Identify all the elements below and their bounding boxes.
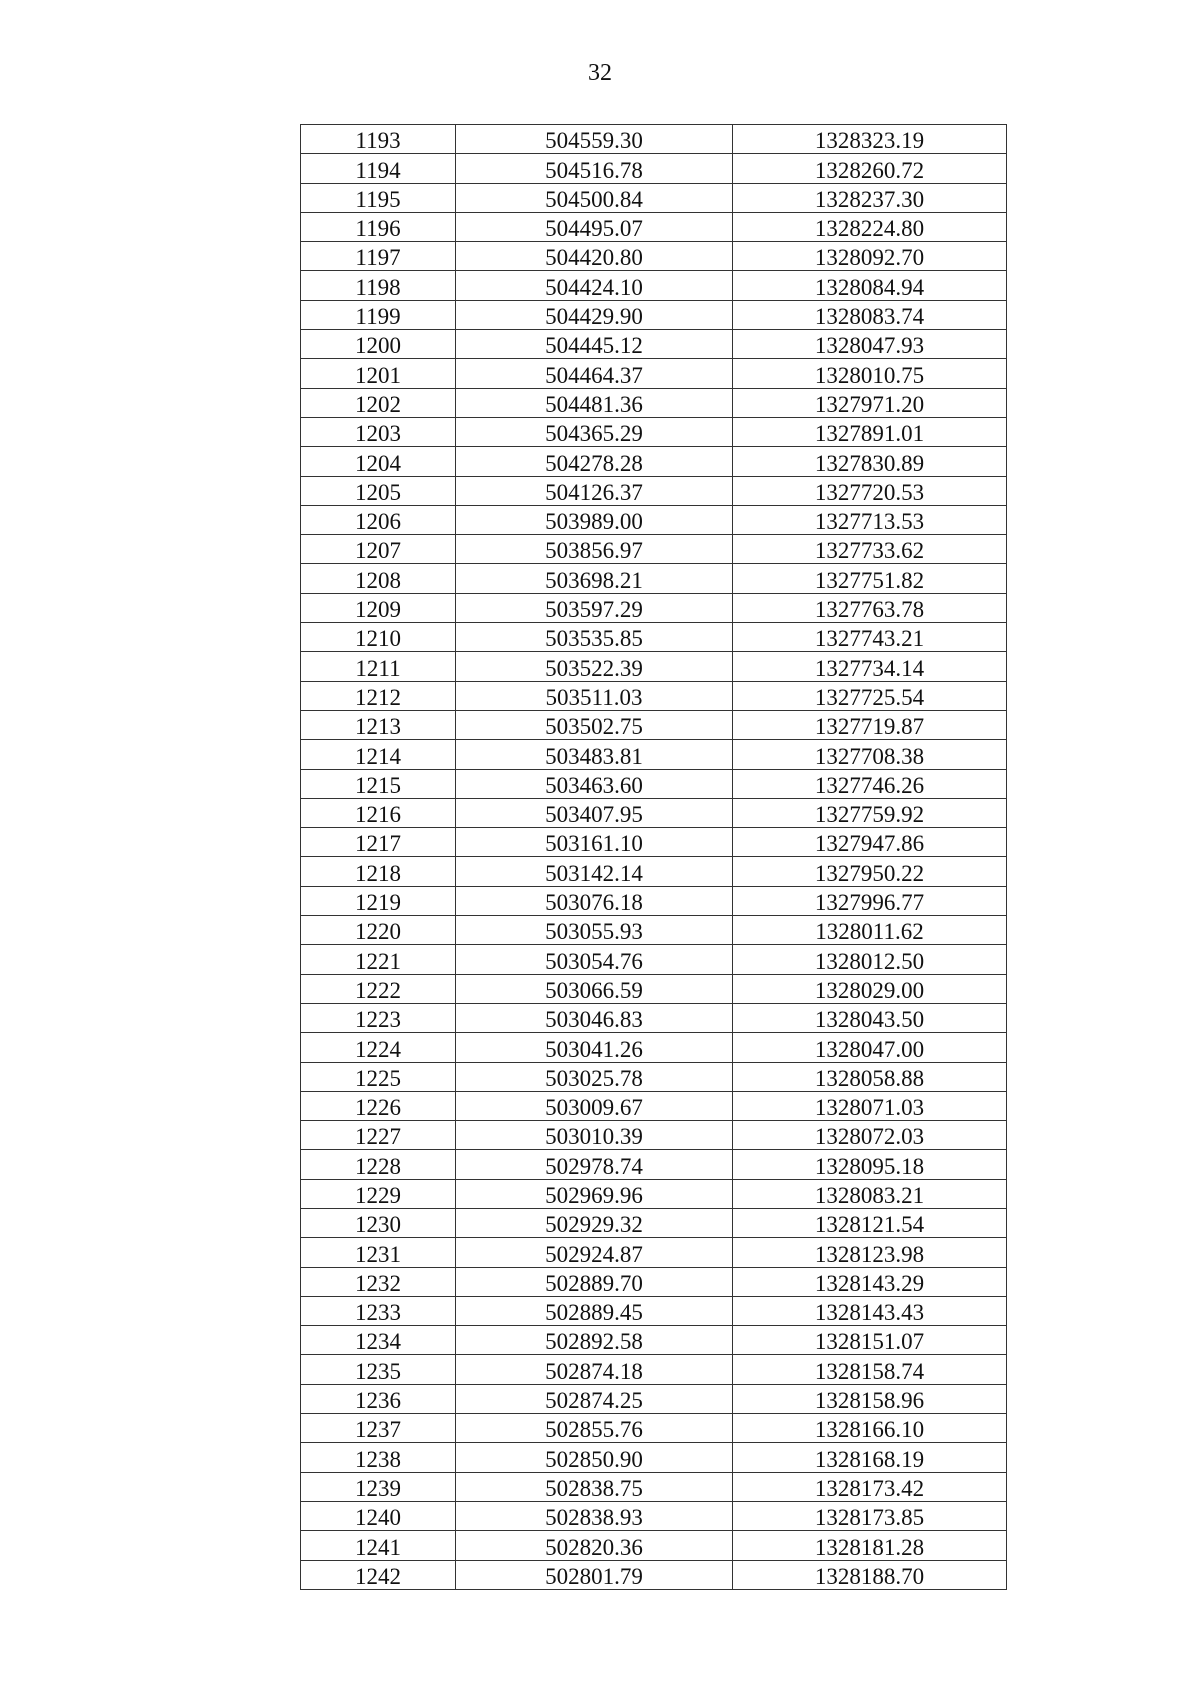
x-coordinate-cell: 502924.87 [456, 1238, 733, 1267]
point-number-cell: 1205 [301, 476, 456, 505]
table-row [301, 1267, 1007, 1296]
table-row [301, 1033, 1007, 1062]
point-number-cell: 1225 [301, 1062, 456, 1091]
y-coordinate-cell: 1327733.62 [733, 535, 1007, 564]
x-coordinate-cell: 503066.59 [456, 974, 733, 1003]
table-row [301, 1414, 1007, 1443]
point-number-cell: 1196 [301, 212, 456, 241]
table-row [301, 886, 1007, 915]
x-coordinate-cell: 504516.78 [456, 154, 733, 183]
x-coordinate-cell: 502889.45 [456, 1296, 733, 1325]
y-coordinate-cell: 1327947.86 [733, 828, 1007, 857]
x-coordinate-cell: 504278.28 [456, 447, 733, 476]
y-coordinate-cell: 1328084.94 [733, 271, 1007, 300]
point-number-cell: 1216 [301, 798, 456, 827]
point-number-cell: 1197 [301, 242, 456, 271]
point-number-cell: 1210 [301, 623, 456, 652]
table-row [301, 505, 1007, 534]
table-row [301, 1560, 1007, 1589]
point-number-cell: 1194 [301, 154, 456, 183]
x-coordinate-cell: 504126.37 [456, 476, 733, 505]
x-coordinate-cell: 502874.18 [456, 1355, 733, 1384]
point-number-cell: 1240 [301, 1501, 456, 1530]
coordinates-table [300, 124, 1007, 1590]
point-number-cell: 1199 [301, 300, 456, 329]
y-coordinate-cell: 1328158.96 [733, 1384, 1007, 1413]
point-number-cell: 1221 [301, 945, 456, 974]
point-number-cell: 1212 [301, 681, 456, 710]
x-coordinate-cell: 503046.83 [456, 1003, 733, 1032]
y-coordinate-cell: 1327763.78 [733, 593, 1007, 622]
point-number-cell: 1201 [301, 359, 456, 388]
point-number-cell: 1229 [301, 1179, 456, 1208]
table-row [301, 212, 1007, 241]
point-number-cell: 1222 [301, 974, 456, 1003]
table-row [301, 330, 1007, 359]
y-coordinate-cell: 1328224.80 [733, 212, 1007, 241]
point-number-cell: 1213 [301, 710, 456, 739]
point-number-cell: 1193 [301, 125, 456, 154]
x-coordinate-cell: 504365.29 [456, 417, 733, 446]
table-row [301, 1296, 1007, 1325]
y-coordinate-cell: 1328121.54 [733, 1208, 1007, 1237]
table-row [301, 945, 1007, 974]
x-coordinate-cell: 502892.58 [456, 1326, 733, 1355]
table-row [301, 535, 1007, 564]
y-coordinate-cell: 1328047.00 [733, 1033, 1007, 1062]
y-coordinate-cell: 1327950.22 [733, 857, 1007, 886]
y-coordinate-cell: 1327830.89 [733, 447, 1007, 476]
point-number-cell: 1238 [301, 1443, 456, 1472]
y-coordinate-cell: 1328173.85 [733, 1501, 1007, 1530]
x-coordinate-cell: 502838.75 [456, 1472, 733, 1501]
x-coordinate-cell: 504429.90 [456, 300, 733, 329]
x-coordinate-cell: 503142.14 [456, 857, 733, 886]
point-number-cell: 1203 [301, 417, 456, 446]
table-row [301, 1326, 1007, 1355]
table-row [301, 1501, 1007, 1530]
x-coordinate-cell: 504424.10 [456, 271, 733, 300]
x-coordinate-cell: 504500.84 [456, 183, 733, 212]
x-coordinate-cell: 502838.93 [456, 1501, 733, 1530]
table-row [301, 798, 1007, 827]
x-coordinate-cell: 502801.79 [456, 1560, 733, 1589]
y-coordinate-cell: 1328058.88 [733, 1062, 1007, 1091]
y-coordinate-cell: 1328029.00 [733, 974, 1007, 1003]
x-coordinate-cell: 503055.93 [456, 916, 733, 945]
y-coordinate-cell: 1328043.50 [733, 1003, 1007, 1032]
x-coordinate-cell: 502820.36 [456, 1531, 733, 1560]
table-row [301, 476, 1007, 505]
y-coordinate-cell: 1328072.03 [733, 1121, 1007, 1150]
x-coordinate-cell: 502850.90 [456, 1443, 733, 1472]
y-coordinate-cell: 1328188.70 [733, 1560, 1007, 1589]
y-coordinate-cell: 1328237.30 [733, 183, 1007, 212]
x-coordinate-cell: 504464.37 [456, 359, 733, 388]
table-row [301, 125, 1007, 154]
x-coordinate-cell: 503856.97 [456, 535, 733, 564]
y-coordinate-cell: 1327891.01 [733, 417, 1007, 446]
point-number-cell: 1239 [301, 1472, 456, 1501]
y-coordinate-cell: 1328092.70 [733, 242, 1007, 271]
table-row [301, 681, 1007, 710]
table-row [301, 710, 1007, 739]
x-coordinate-cell: 503041.26 [456, 1033, 733, 1062]
point-number-cell: 1237 [301, 1414, 456, 1443]
x-coordinate-cell: 503989.00 [456, 505, 733, 534]
table-row [301, 857, 1007, 886]
y-coordinate-cell: 1328083.21 [733, 1179, 1007, 1208]
table-row [301, 242, 1007, 271]
table-row [301, 828, 1007, 857]
table-row [301, 769, 1007, 798]
table-row [301, 1531, 1007, 1560]
point-number-cell: 1224 [301, 1033, 456, 1062]
x-coordinate-cell: 503511.03 [456, 681, 733, 710]
table-row [301, 300, 1007, 329]
x-coordinate-cell: 503535.85 [456, 623, 733, 652]
x-coordinate-cell: 502978.74 [456, 1150, 733, 1179]
y-coordinate-cell: 1328181.28 [733, 1531, 1007, 1560]
table-row [301, 1179, 1007, 1208]
table-row [301, 417, 1007, 446]
point-number-cell: 1209 [301, 593, 456, 622]
x-coordinate-cell: 503076.18 [456, 886, 733, 915]
x-coordinate-cell: 502889.70 [456, 1267, 733, 1296]
table-row [301, 183, 1007, 212]
x-coordinate-cell: 504420.80 [456, 242, 733, 271]
y-coordinate-cell: 1327746.26 [733, 769, 1007, 798]
x-coordinate-cell: 503407.95 [456, 798, 733, 827]
y-coordinate-cell: 1328011.62 [733, 916, 1007, 945]
point-number-cell: 1218 [301, 857, 456, 886]
y-coordinate-cell: 1328143.43 [733, 1296, 1007, 1325]
point-number-cell: 1220 [301, 916, 456, 945]
y-coordinate-cell: 1328173.42 [733, 1472, 1007, 1501]
point-number-cell: 1231 [301, 1238, 456, 1267]
point-number-cell: 1235 [301, 1355, 456, 1384]
table-row [301, 1003, 1007, 1032]
point-number-cell: 1234 [301, 1326, 456, 1355]
point-number-cell: 1215 [301, 769, 456, 798]
y-coordinate-cell: 1327725.54 [733, 681, 1007, 710]
y-coordinate-cell: 1327734.14 [733, 652, 1007, 681]
x-coordinate-cell: 503502.75 [456, 710, 733, 739]
point-number-cell: 1241 [301, 1531, 456, 1560]
y-coordinate-cell: 1327971.20 [733, 388, 1007, 417]
point-number-cell: 1217 [301, 828, 456, 857]
y-coordinate-cell: 1328071.03 [733, 1091, 1007, 1120]
y-coordinate-cell: 1327713.53 [733, 505, 1007, 534]
x-coordinate-cell: 503483.81 [456, 740, 733, 769]
table-row [301, 740, 1007, 769]
point-number-cell: 1223 [301, 1003, 456, 1032]
y-coordinate-cell: 1328010.75 [733, 359, 1007, 388]
x-coordinate-cell: 503463.60 [456, 769, 733, 798]
y-coordinate-cell: 1327743.21 [733, 623, 1007, 652]
y-coordinate-cell: 1327996.77 [733, 886, 1007, 915]
point-number-cell: 1214 [301, 740, 456, 769]
x-coordinate-cell: 504559.30 [456, 125, 733, 154]
x-coordinate-cell: 503522.39 [456, 652, 733, 681]
point-number-cell: 1236 [301, 1384, 456, 1413]
table-row [301, 154, 1007, 183]
x-coordinate-cell: 503698.21 [456, 564, 733, 593]
x-coordinate-cell: 504445.12 [456, 330, 733, 359]
y-coordinate-cell: 1328012.50 [733, 945, 1007, 974]
table-row [301, 271, 1007, 300]
x-coordinate-cell: 502929.32 [456, 1208, 733, 1237]
y-coordinate-cell: 1328166.10 [733, 1414, 1007, 1443]
point-number-cell: 1202 [301, 388, 456, 417]
point-number-cell: 1198 [301, 271, 456, 300]
table-row [301, 974, 1007, 1003]
point-number-cell: 1230 [301, 1208, 456, 1237]
table-row [301, 1150, 1007, 1179]
y-coordinate-cell: 1328083.74 [733, 300, 1007, 329]
x-coordinate-cell: 504495.07 [456, 212, 733, 241]
table-row [301, 652, 1007, 681]
x-coordinate-cell: 502874.25 [456, 1384, 733, 1413]
table-row [301, 388, 1007, 417]
point-number-cell: 1227 [301, 1121, 456, 1150]
x-coordinate-cell: 503161.10 [456, 828, 733, 857]
table-row [301, 1355, 1007, 1384]
table-row [301, 1121, 1007, 1150]
point-number-cell: 1211 [301, 652, 456, 681]
table-row [301, 593, 1007, 622]
point-number-cell: 1233 [301, 1296, 456, 1325]
point-number-cell: 1226 [301, 1091, 456, 1120]
x-coordinate-cell: 503025.78 [456, 1062, 733, 1091]
y-coordinate-cell: 1328158.74 [733, 1355, 1007, 1384]
table-row [301, 1062, 1007, 1091]
table-row [301, 1384, 1007, 1413]
x-coordinate-cell: 502969.96 [456, 1179, 733, 1208]
y-coordinate-cell: 1327751.82 [733, 564, 1007, 593]
table-row [301, 1472, 1007, 1501]
y-coordinate-cell: 1328047.93 [733, 330, 1007, 359]
point-number-cell: 1206 [301, 505, 456, 534]
point-number-cell: 1219 [301, 886, 456, 915]
point-number-cell: 1200 [301, 330, 456, 359]
y-coordinate-cell: 1328260.72 [733, 154, 1007, 183]
y-coordinate-cell: 1328095.18 [733, 1150, 1007, 1179]
x-coordinate-cell: 504481.36 [456, 388, 733, 417]
y-coordinate-cell: 1328143.29 [733, 1267, 1007, 1296]
table-row [301, 1208, 1007, 1237]
table-row [301, 1443, 1007, 1472]
y-coordinate-cell: 1328168.19 [733, 1443, 1007, 1472]
table-row [301, 564, 1007, 593]
y-coordinate-cell: 1327720.53 [733, 476, 1007, 505]
y-coordinate-cell: 1328123.98 [733, 1238, 1007, 1267]
y-coordinate-cell: 1327759.92 [733, 798, 1007, 827]
table-row [301, 623, 1007, 652]
point-number-cell: 1207 [301, 535, 456, 564]
y-coordinate-cell: 1328323.19 [733, 125, 1007, 154]
x-coordinate-cell: 503054.76 [456, 945, 733, 974]
point-number-cell: 1208 [301, 564, 456, 593]
point-number-cell: 1242 [301, 1560, 456, 1589]
coordinates-table-body [301, 125, 1007, 1590]
x-coordinate-cell: 503010.39 [456, 1121, 733, 1150]
point-number-cell: 1232 [301, 1267, 456, 1296]
x-coordinate-cell: 503009.67 [456, 1091, 733, 1120]
x-coordinate-cell: 503597.29 [456, 593, 733, 622]
y-coordinate-cell: 1328151.07 [733, 1326, 1007, 1355]
table-row [301, 1238, 1007, 1267]
table-row [301, 359, 1007, 388]
page-number: 32 [588, 60, 612, 86]
table-row [301, 1091, 1007, 1120]
table-row [301, 447, 1007, 476]
y-coordinate-cell: 1327708.38 [733, 740, 1007, 769]
y-coordinate-cell: 1327719.87 [733, 710, 1007, 739]
point-number-cell: 1204 [301, 447, 456, 476]
table-row [301, 916, 1007, 945]
point-number-cell: 1228 [301, 1150, 456, 1179]
point-number-cell: 1195 [301, 183, 456, 212]
x-coordinate-cell: 502855.76 [456, 1414, 733, 1443]
